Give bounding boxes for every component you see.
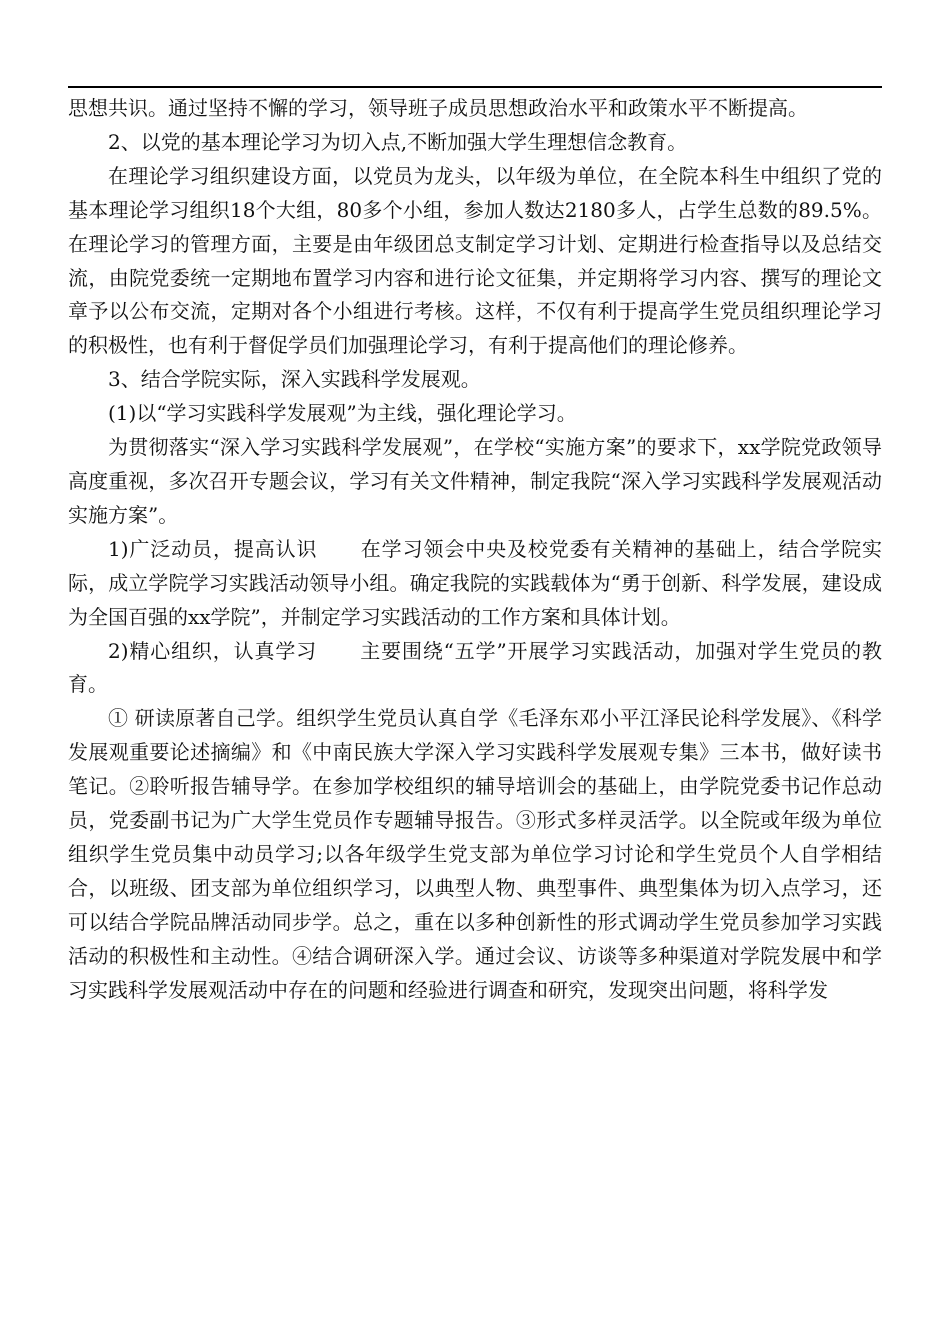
paragraph-continuation: 思想共识。通过坚持不懈的学习，领导班子成员思想政治水平和政策水平不断提高。: [68, 96, 808, 120]
paragraph-five-studies: ① 研读原著自己学。组织学生党员认真自学《毛泽东邓小平江泽民论科学发展》、《科学发展观重要论述摘编》和《中南民族大学深入学习实践科学发展观专集》三本书，做好读书笔记。②聆听报告辅导学。在参加学校组织的辅导培训会的基础上，由学院党委书记作总动员，党委副书记为广大学生党员作专题辅导报告。③形式多样灵活学。以全院或年级为单位组织学生党员集中动员学习;以各年级学生党支部为单位学习讨论和学生党员个人自学相结合，以班级、团支部为单位组织学习，以典型人物、典型事件、典型集体为切入点学习，还可以结合学院品牌活动同步学。总之，重在以多种创新性的形式调动学生党员参加学习实践活动的积极性和主动性。④结合调研深入学。通过会议、访谈等多种渠道对学院发展中和学习实践科学发展观活动中存在的问题和经验进行调查和研究，发现突出问题，将科学发: [68, 706, 882, 1002]
section-heading-2: 2、以党的基本理论学习为切入点,不断加强大学生理想信念教育。: [108, 129, 688, 154]
paragraph-mobilization: 1)广泛动员，提高认识 在学习领会中央及校党委有关精神的基础上，结合学院实际，成立学院学习实践活动领导小组。确定我院的实践载体为“勇于创新、科学发展，建设成为全国百强的xx学院”，并制定学习实践活动的工作方案和具体计划。: [68, 536, 882, 629]
subsection-heading-1: (1)以“学习实践科学发展观”为主线，强化理论学习。: [108, 401, 577, 426]
header-rule: [68, 86, 882, 88]
document-body: [68, 92, 882, 1007]
paragraph-implementation: 为贯彻落实“深入学习实践科学发展观”，在学校“实施方案”的要求下，xx学院党政领导高度重视，多次召开专题会议，学习有关文件精神，制定我院“深入学习实践科学发展观活动实施方案”。: [68, 435, 882, 527]
paragraph-theory-study: 在理论学习组织建设方面，以党员为龙头，以年级为单位，在全院本科生中组织了党的基本理论学习组织18个大组，80多个小组，参加人数达2180多人，占学生总数的89.5%。在理论学习的管理方面，主要是由年级团总支制定学习计划、定期进行检查指导以及总结交流，由院党委统一定期地布置学习内容和进行论文征集，并定期将学习内容、撰写的理论文章予以公布交流，定期对各个小组进行考核。这样，不仅有利于提高学生党员组织理论学习的积极性，也有利于督促学员们加强理论学习，有利于提高他们的理论修养。: [68, 163, 882, 358]
paragraph-organization: 2)精心组织，认真学习 主要围绕“五学”开展学习实践活动，加强对学生党员的教育。: [68, 638, 882, 697]
section-heading-3: 3、结合学院实际，深入实践科学发展观。: [108, 367, 481, 392]
